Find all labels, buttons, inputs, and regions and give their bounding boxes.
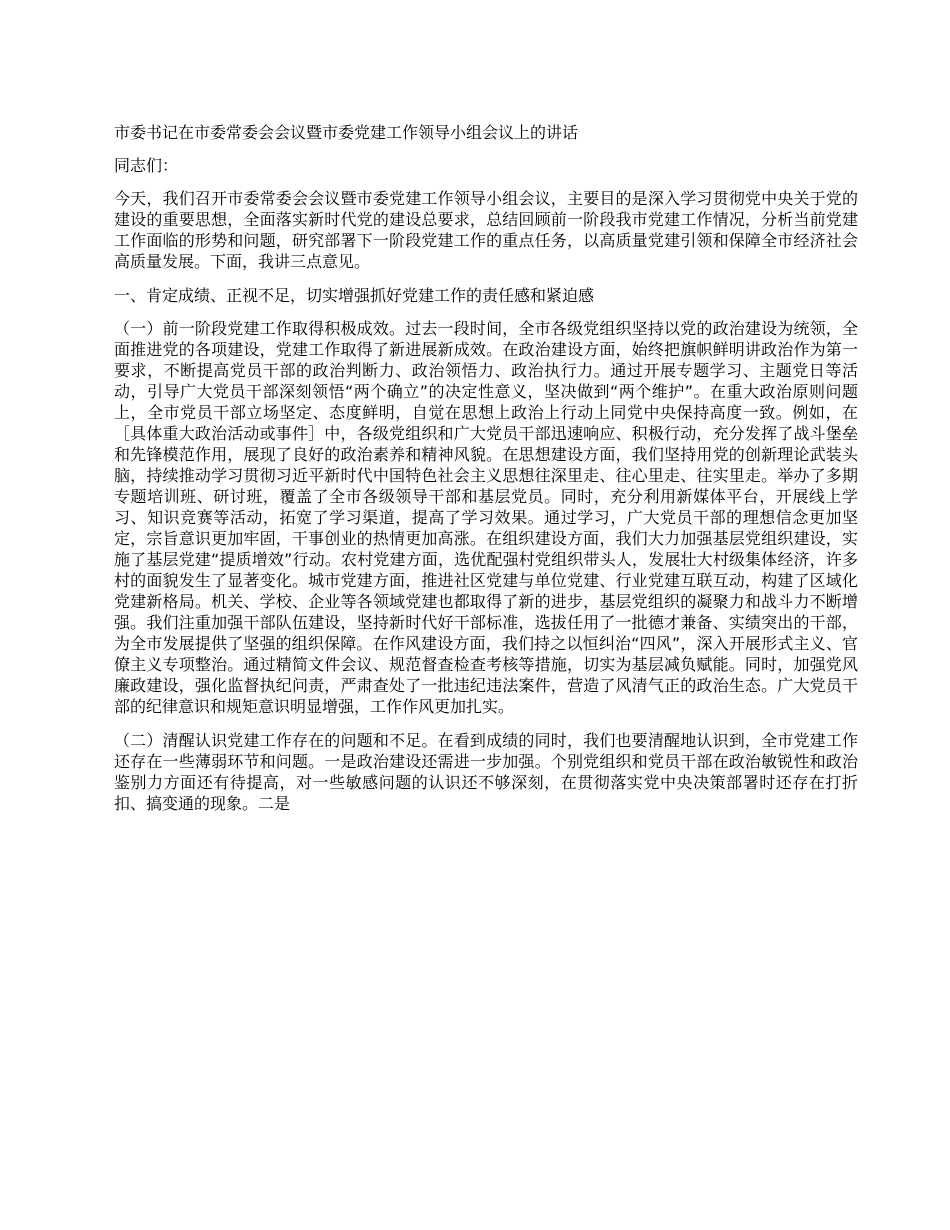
document-body (114, 122, 858, 827)
subsection-paragraph-1: （一）前一阶段党建工作取得积极成效。过去一段时间，全市各级党组织坚持以党的政治建设为统领，全面推进党的各项建设，党建工作取得了新进展新成效。在政治建设方面，始终把旗帜鲜明讲政治作为第一要求，不断提高党员干部的政治判断力、政治领悟力、政治执行力。通过开展专题学习、主题党日等活动，引导广大党员干部深刻领悟“两个确立”的决定性意义，坚决做到“两个维护”。在重大政治原则问题上，全市党员干部立场坚定、态度鲜明，自觉在思想上政治上行动上同党中央保持高度一致。例如，在［具体重大政治活动或事件］中，各级党组织和广大党员干部迅速响应、积极行动，充分发挥了战斗堡垒和先锋模范作用，展现了良好的政治素养和精神风貌。在思想建设方面，我们坚持用党的创新理论武装头脑，持续推动学习贯彻习近平新时代中国特色社会主义思想往深里走、往心里走、往实里走。举办了多期专题培训班、研讨班，覆盖了全市各级领导干部和基层党员。同时，充分利用新媒体平台，开展线上学习、知识竞赛等活动，拓宽了学习渠道，提高了学习效果。通过学习，广大党员干部的理想信念更加坚定，宗旨意识更加牢固，干事创业的热情更加高涨。在组织建设方面，我们大力加强基层党组织建设，实施了基层党建“提质增效”行动。农村党建方面，选优配强村党组织带头人，发展壮大村级集体经济，许多村的面貌发生了显著变化。城市党建方面，推进社区党建与单位党建、行业党建互联互动，构建了区域化党建新格局。机关、学校、企业等各领域党建也都取得了新的进步，基层党组织的凝聚力和战斗力不断增强。我们注重加强干部队伍建设，坚持新时代好干部标准，选拔任用了一批德才兼备、实绩突出的干部，为全市发展提供了坚强的组织保障。在作风建设方面，我们持之以恒纠治“四风”，深入开展形式主义、官僚主义专项整治。通过精简文件会议、规范督查检查考核等措施，切实为基层减负赋能。同时，加强党风廉政建设，强化监督执纪问责，严肃查处了一批违纪违法案件，营造了风清气正的政治生态。广大党员干部的纪律意识和规矩意识明显增强，工作作风更加扎实。 (114, 319, 858, 716)
salutation: 同志们： (114, 156, 179, 175)
section-heading-1: 一、肯定成绩、正视不足，切实增强抓好党建工作的责任感和紧迫感 (114, 286, 595, 305)
intro-paragraph: 今天，我们召开市委常委会会议暨市委党建工作领导小组会议，主要目的是深入学习贯彻党中央关于党的建设的重要思想，全面落实新时代党的建设总要求，总结回顾前一阶段我市党建工作情况，分析当前党建工作面临的形势和问题，研究部署下一阶段党建工作的重点任务，以高质量党建引领和保障全市经济社会高质量发展。下面，我讲三点意见。 (114, 189, 858, 271)
document-title: 市委书记在市委常委会会议暨市委党建工作领导小组会议上的讲话 (114, 123, 579, 142)
subsection-paragraph-2: （二）清醒认识党建工作存在的问题和不足。在看到成绩的同时，我们也要清醒地认识到，全市党建工作还存在一些薄弱环节和问题。一是政治建设还需进一步加强。个别党组织和党员干部在政治敏锐性和政治鉴别力方面还有待提高，对一些敏感问题的认识还不够深刻，在贯彻落实党中央决策部署时还存在打折扣、搞变通的现象。二是 (114, 731, 858, 813)
